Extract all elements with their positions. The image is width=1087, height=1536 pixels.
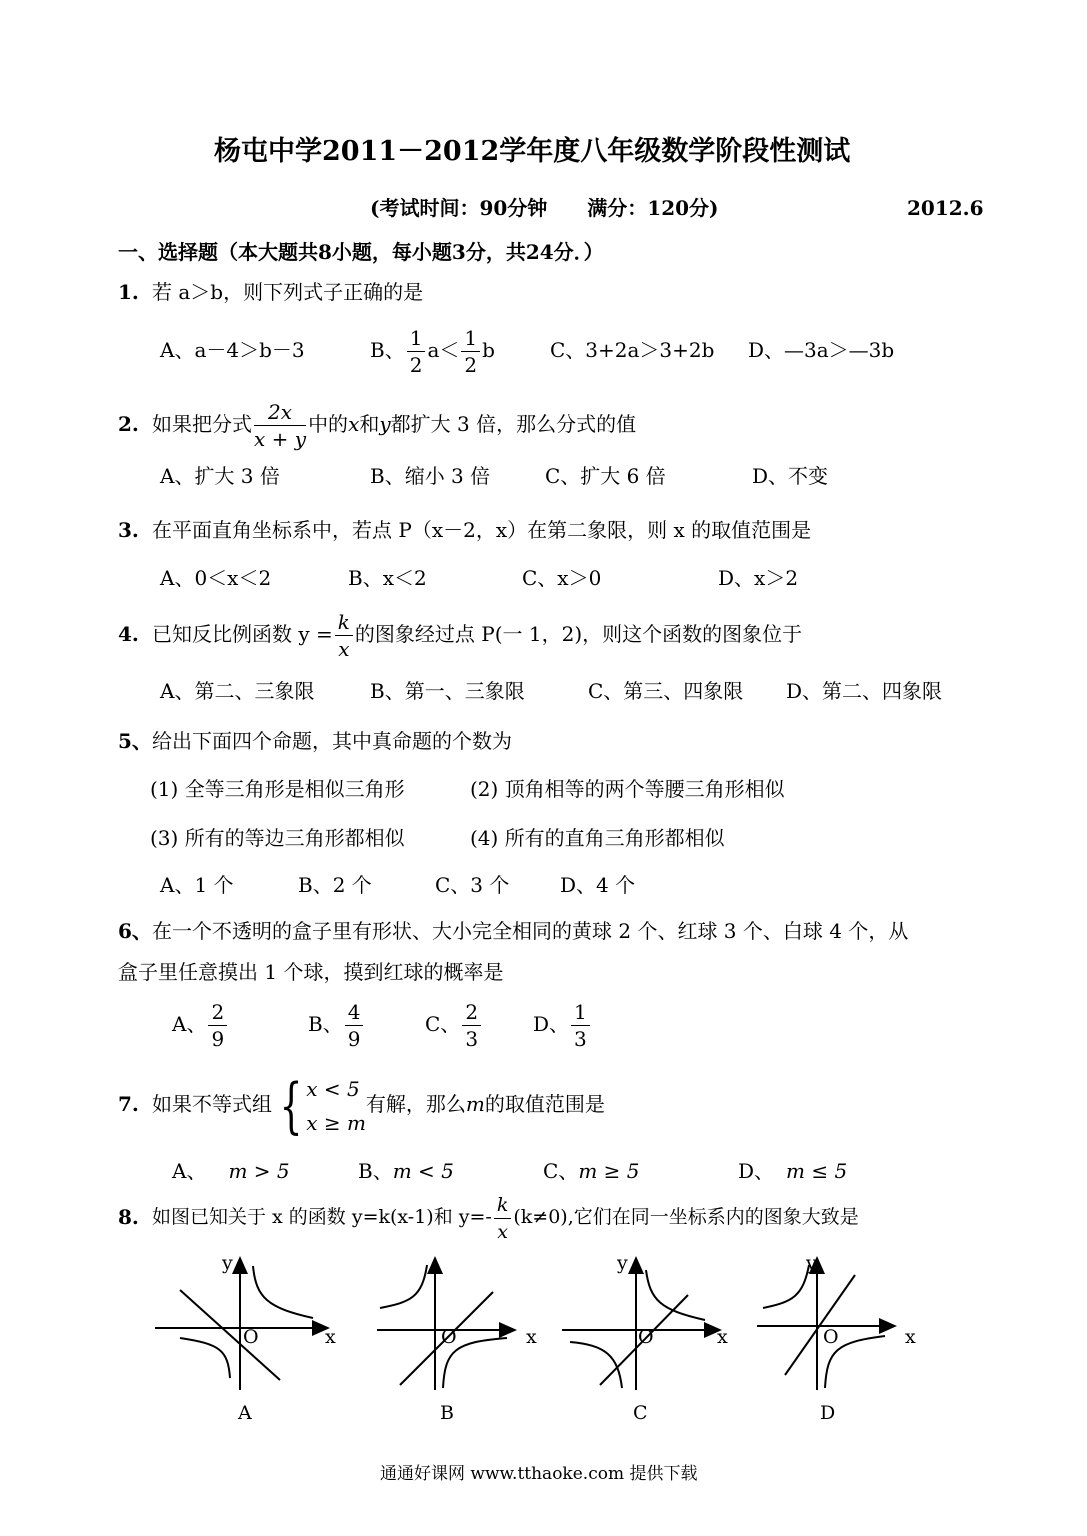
question-number: 6、 [118, 919, 152, 943]
question-number: 1. [118, 280, 139, 304]
option-c: C、3+2a＞3+2b [550, 338, 715, 362]
option-b [370, 320, 495, 380]
option-d [533, 995, 592, 1053]
axis-x-label: x [905, 1326, 916, 1348]
footer-credit: 通通好课网 www.tthaoke.com 提供下载 [380, 1464, 698, 1484]
axis-y-label: y [617, 1252, 628, 1274]
axis-y-label: y [806, 1252, 817, 1274]
stem-text: 如图已知关于 x 的函数 y=k(x-1)和 y=- [152, 1206, 492, 1228]
numerator: 1 [461, 325, 480, 352]
inequality-1: x < 5 [306, 1076, 360, 1101]
question-stem: 给出下面四个命题，其中真命题的个数为 [152, 729, 512, 753]
numerator: 1 [571, 999, 590, 1026]
graph-b-plot [375, 1250, 535, 1395]
graph-c-plot [560, 1250, 735, 1395]
question-number: 3. [118, 518, 139, 542]
numerator: 1 [407, 325, 426, 352]
question-stem: 在平面直角坐标系中，若点 P（x－2，x）在第二象限，则 x 的取值范围是 [152, 518, 812, 542]
fraction [335, 609, 353, 662]
option-a: A、扩大 3 倍 [160, 464, 280, 488]
option-b [308, 995, 365, 1053]
question-stem-line2: 盒子里任意摸出 1 个球，摸到红球的概率是 [118, 960, 504, 984]
numerator: k [494, 1192, 512, 1219]
question-stem [152, 605, 802, 663]
axis-y-label: y [222, 1252, 233, 1274]
option-label: A、 [172, 1159, 207, 1183]
axis-x-label: x [526, 1326, 537, 1348]
graph-label: A [238, 1402, 252, 1424]
option-d: D、不变 [752, 464, 829, 488]
exam-info: (考试时间：90分钟 满分：120分) [370, 196, 719, 220]
numerator: 2 [462, 999, 481, 1026]
option-label: D、 [533, 1012, 570, 1036]
question-stem-line1: 在一个不透明的盒子里有形状、大小完全相同的黄球 2 个、红球 3 个、白球 4 个，从 [152, 919, 909, 943]
graph-a-plot [150, 1250, 350, 1395]
denominator: x [497, 1220, 508, 1243]
graph-label: C [633, 1402, 648, 1424]
numerator: 4 [345, 999, 364, 1026]
stem-text: 的图象经过点 P(一 1，2)，则这个函数的图象位于 [354, 622, 803, 646]
stem-text: (k≠0),它们在同一坐标系内的图象大致是 [513, 1206, 859, 1228]
option-d [738, 1159, 847, 1183]
origin-label: O [441, 1326, 457, 1348]
question-number: 2. [118, 412, 139, 436]
graph-label: B [440, 1402, 454, 1424]
proposition-2: (2) 顶角相等的两个等腰三角形相似 [470, 777, 785, 801]
graph-d-plot [755, 1250, 905, 1395]
option-c [425, 995, 483, 1053]
option-a [172, 1159, 290, 1183]
fraction [461, 325, 480, 378]
origin-label: O [638, 1326, 654, 1348]
option-c: C、3 个 [435, 873, 510, 897]
option-c: C、x＞0 [522, 566, 602, 590]
stem-text: 都扩大 3 倍，那么分式的值 [390, 412, 637, 436]
option-d: D、x＞2 [718, 566, 799, 590]
fraction [208, 999, 227, 1052]
option-a: A、第二、三象限 [160, 679, 315, 703]
inequality-system [306, 1072, 366, 1140]
numerator: 2x [254, 399, 306, 426]
option-a: A、a－4＞b－3 [160, 338, 305, 362]
question-number: 8. [118, 1205, 139, 1229]
question-stem [152, 1070, 605, 1140]
fraction [462, 999, 481, 1052]
option-label: B、 [308, 1012, 343, 1036]
denominator: 9 [347, 1027, 361, 1051]
option-d: D、第二、四象限 [786, 679, 943, 703]
option-a [172, 995, 229, 1053]
numerator: k [335, 609, 353, 636]
question-number: 5、 [118, 729, 152, 753]
option-b-mid: a＜ [427, 338, 460, 362]
fraction [407, 325, 426, 378]
option-a: A、0＜x＜2 [160, 566, 272, 590]
question-number: 7. [118, 1092, 139, 1116]
option-value: m > 5 [228, 1159, 290, 1183]
variable: x [348, 412, 360, 436]
inequality-2: x ≥ m [306, 1110, 366, 1135]
option-b: B、第一、三象限 [370, 679, 525, 703]
option-c [543, 1159, 639, 1183]
option-value: m ≥ 5 [578, 1159, 640, 1183]
option-value: m ≤ 5 [786, 1159, 848, 1183]
option-b: B、缩小 3 倍 [370, 464, 491, 488]
denominator: 3 [574, 1027, 587, 1051]
question-stem [152, 395, 636, 453]
brace-icon: { [279, 1070, 303, 1141]
option-label: A、 [172, 1012, 207, 1036]
exam-date: 2012.6 [907, 196, 984, 220]
fraction [345, 999, 364, 1052]
denominator: x + y [254, 427, 307, 451]
axis-x-label: x [325, 1326, 336, 1348]
option-b-post: b [482, 338, 495, 362]
fraction [254, 399, 306, 452]
option-label: C、 [543, 1159, 579, 1183]
option-c: C、第三、四象限 [588, 679, 744, 703]
option-b [358, 1159, 454, 1183]
question-stem: 若 a＞b，则下列式子正确的是 [152, 280, 424, 304]
section-heading: 一、选择题（本大题共8小题，每小题3分，共24分．） [118, 240, 604, 264]
denominator: 9 [211, 1027, 225, 1051]
proposition-1: (1) 全等三角形是相似三角形 [150, 777, 405, 801]
option-d: D、4 个 [560, 873, 636, 897]
stem-text: 的取值范围是 [484, 1092, 605, 1116]
option-b: B、2 个 [298, 873, 372, 897]
denominator: 3 [465, 1027, 479, 1051]
origin-label: O [243, 1326, 259, 1348]
stem-text: 已知反比例函数 y = [152, 622, 333, 646]
stem-text: 中的 [308, 412, 349, 436]
option-a: A、1 个 [160, 873, 234, 897]
stem-text: 如果把分式 [152, 412, 252, 436]
stem-text: 和 [359, 412, 380, 436]
fraction [494, 1192, 512, 1245]
fraction [571, 999, 590, 1052]
stem-text: 有解，那么 [365, 1092, 466, 1116]
option-b-label: B、 [370, 338, 405, 362]
graph-label: D [820, 1402, 836, 1424]
option-label: C、 [425, 1012, 461, 1036]
question-number: 4. [118, 622, 139, 646]
stem-text: 如果不等式组 [152, 1092, 272, 1116]
option-b: B、x＜2 [348, 566, 427, 590]
origin-label: O [823, 1326, 839, 1348]
option-d: D、—3a＞—3b [748, 338, 895, 362]
question-stem [152, 1188, 859, 1246]
denominator: 2 [409, 353, 423, 377]
option-c: C、扩大 6 倍 [545, 464, 666, 488]
denominator: 2 [464, 353, 478, 377]
denominator: x [338, 637, 350, 661]
variable: m [465, 1092, 485, 1116]
proposition-4: (4) 所有的直角三角形都相似 [470, 826, 725, 850]
option-label: D、 [738, 1159, 775, 1183]
page-title: 杨屯中学2011－2012学年度八年级数学阶段性测试 [214, 136, 851, 167]
numerator: 2 [208, 999, 227, 1026]
variable: y [379, 412, 391, 436]
axis-x-label: x [717, 1326, 728, 1348]
option-label: B、 [358, 1159, 393, 1183]
proposition-3: (3) 所有的等边三角形都相似 [150, 826, 405, 850]
option-value: m < 5 [392, 1159, 454, 1183]
